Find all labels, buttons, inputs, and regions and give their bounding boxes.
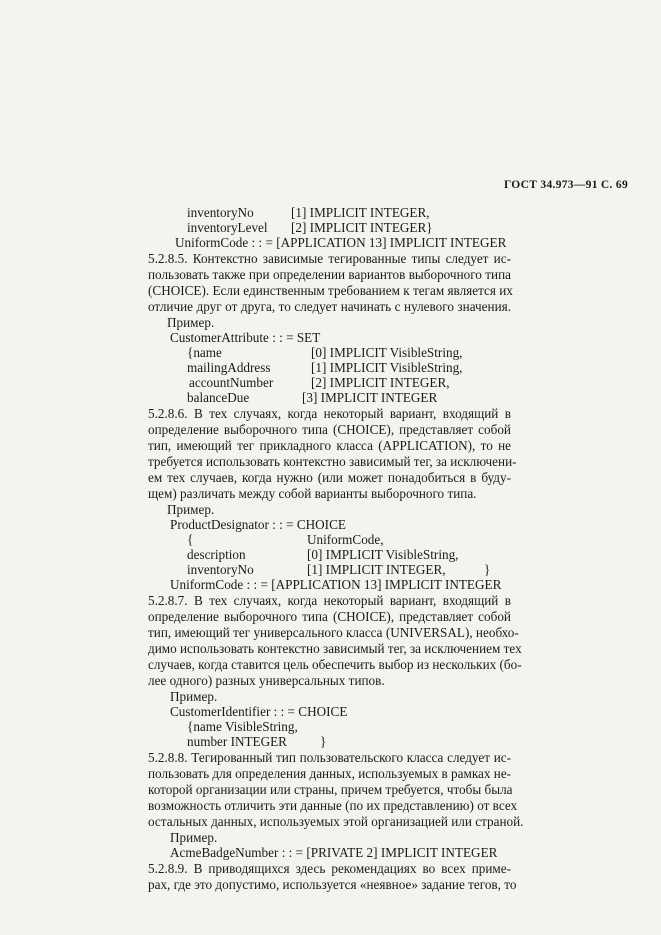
paragraph-line: 5.2.8.8. Тегированный тип пользовательского класса следует ис-	[148, 750, 511, 765]
brace: }	[484, 562, 491, 577]
paragraph-line: ем тех случаев, когда нужно (или может понадобиться в буду-	[148, 470, 511, 485]
paragraph-line: возможность отличить эти данные (по их представлению) от всех	[148, 798, 518, 813]
example-label: Пример.	[170, 830, 218, 845]
field-type: [2] IMPLICIT INTEGER}	[291, 220, 433, 235]
brace: {	[187, 532, 194, 547]
paragraph-line: 5.2.8.9. В приводящихся здесь рекомендациях во всех приме-	[148, 861, 511, 876]
example-label: Пример.	[167, 502, 215, 517]
paragraph-line: определение выборочного типа (CHOICE), представляет собой	[148, 609, 511, 624]
example-label: Пример.	[170, 689, 218, 704]
paragraph-line: определение выборочного типа (CHOICE), представляет собой	[148, 422, 511, 437]
field-type: UniformCode,	[307, 532, 384, 547]
paragraph-line: требуется использовать контекстно зависимый тег, за исключени-	[148, 454, 517, 469]
example-label: Пример.	[167, 315, 215, 330]
paragraph-line: тип, имеющий тег универсального класса (UNIVERSAL), необхо-	[148, 625, 519, 640]
paragraph-line: лее одного) разных универсальных типов.	[148, 673, 385, 688]
field-type: [1] IMPLICIT INTEGER,	[307, 562, 446, 577]
field-type: [0] IMPLICIT VisibleString,	[307, 547, 459, 562]
definition-line: ProductDesignator : : = CHOICE	[170, 517, 346, 532]
paragraph-line: рах, где это допустимо, используется «неявное» задание тегов, то	[148, 877, 517, 892]
paragraph-line: 5.2.8.7. В тех случаях, когда некоторый вариант, входящий в	[148, 593, 511, 608]
page-header: ГОСТ 34.973—91 С. 69	[503, 179, 628, 191]
field-name: inventoryNo	[187, 205, 254, 220]
definition-line: AcmeBadgeNumber : : = [PRIVATE 2] IMPLICIT INTEGER	[170, 845, 498, 860]
field-name: {name VisibleString,	[187, 719, 298, 734]
definition-line: CustomerIdentifier : : = CHOICE	[170, 704, 348, 719]
field-name: mailingAddress	[187, 360, 271, 375]
field-name: description	[187, 547, 246, 562]
definition-line: UniformCode : : = [APPLICATION 13] IMPLICIT INTEGER	[175, 235, 507, 250]
field-name: balanceDue	[187, 390, 250, 405]
field-name: accountNumber	[189, 375, 274, 390]
paragraph-line: 5.2.8.6. В тех случаях, когда некоторый вариант, входящий в	[148, 406, 511, 421]
definition-line: CustomerAttribute : : = SET	[170, 330, 321, 345]
field-type: [3] IMPLICIT INTEGER	[302, 390, 438, 405]
paragraph-line: которой организации или страны, причем требуется, чтобы была	[148, 782, 513, 797]
paragraph-line: пользовать для определения данных, используемых в рамках не-	[148, 766, 512, 781]
paragraph-line: 5.2.8.5. Контекстно зависимые тегированные типы следует ис-	[148, 251, 511, 266]
paragraph-line: случаев, когда ставится цель обеспечить выбор из нескольких (бо-	[148, 657, 522, 672]
field-type: [2] IMPLICIT INTEGER,	[311, 375, 450, 390]
paragraph-line: щем) различать между собой варианты выборочного типа.	[148, 486, 477, 501]
field-type: [0] IMPLICIT VisibleString,	[311, 345, 463, 360]
field-name: inventoryLevel	[187, 220, 268, 235]
paragraph-line: (CHOICE). Если единственным требованием к тегам является их	[148, 283, 513, 298]
paragraph-line: димо использовать контекстно зависимый тег, за исключением тех	[148, 641, 522, 656]
field-name: number INTEGER	[187, 734, 287, 749]
paragraph-line: тип, имеющий тег прикладного класса (APPLICATION), то не	[148, 438, 511, 453]
field-name: {name	[187, 345, 222, 360]
field-name: inventoryNo	[187, 562, 254, 577]
paragraph-line: отличие друг от друга, то следует начинать с нулевого значения.	[148, 299, 511, 314]
paragraph-line: остальных данных, используемых этой организацией или страной.	[148, 814, 524, 829]
definition-line: UniformCode : : = [APPLICATION 13] IMPLICIT INTEGER	[170, 577, 502, 592]
brace: }	[320, 734, 327, 749]
field-type: [1] IMPLICIT INTEGER,	[291, 205, 430, 220]
field-type: [1] IMPLICIT VisibleString,	[311, 360, 463, 375]
paragraph-line: пользовать также при определении вариантов выборочного типа	[148, 267, 511, 282]
